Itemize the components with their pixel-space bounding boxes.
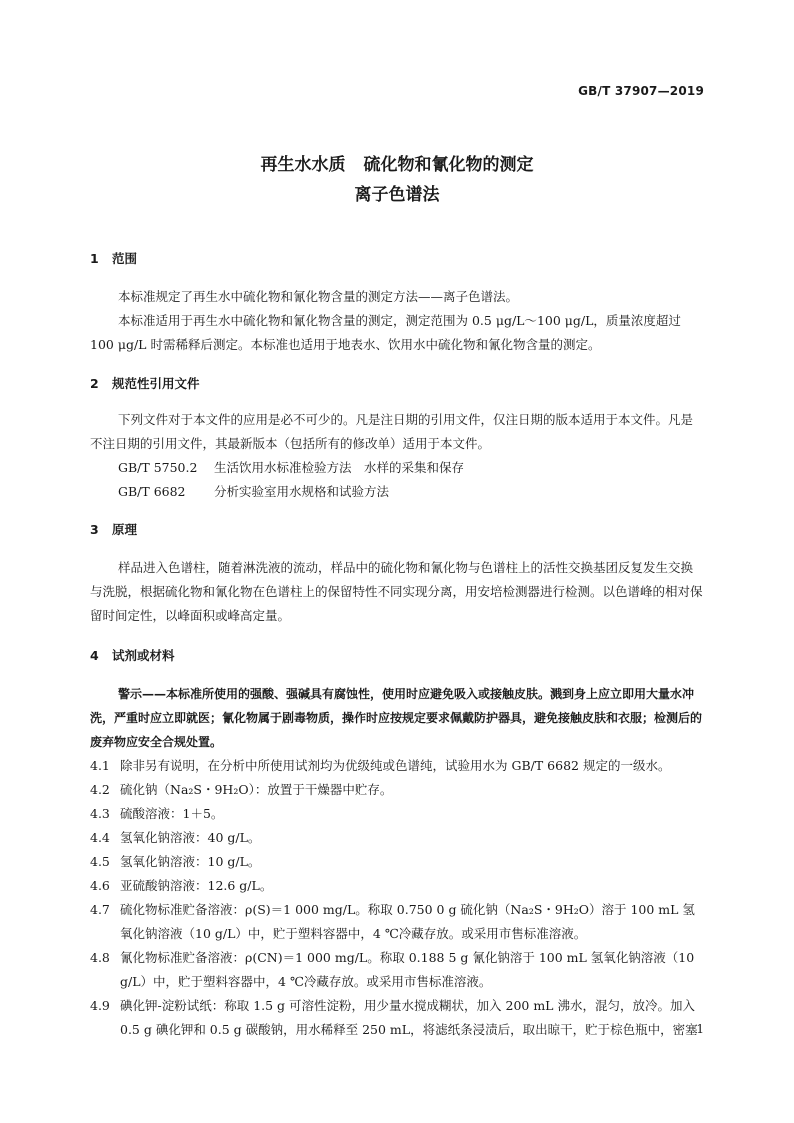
section-body-4 bbox=[90, 682, 705, 1042]
item-text: 除非另有说明，在分析中所使用试剂均为优级纯或色谱纯，试验用水为 GB/T 6682 规定的一级水。 bbox=[120, 758, 671, 773]
section-title: 范围 bbox=[112, 251, 138, 266]
list-item bbox=[90, 826, 705, 850]
reference-title: 生活饮用水标准检验方法 水样的采集和保存 bbox=[214, 460, 465, 475]
item-number: 4.4 bbox=[90, 830, 110, 845]
paragraph: 本标准适用于再生水中硫化物和氰化物含量的测定，测定范围为 0.5 μg/L～100 μg/L，质量浓度超过 100 μg/L 时需稀释后测定。本标准也适用于地表水、饮用水中硫化物和氰化物含量的测定。 bbox=[90, 313, 681, 352]
section-heading-1 bbox=[90, 249, 137, 267]
paragraph: 样品进入色谱柱，随着淋洗液的流动，样品中的硫化物和氰化物与色谱柱上的活性交换基团反复发生交换与洗脱，根据硫化物和氰化物在色谱柱上的保留特性不同实现分离，用安培检测器进行检测。以色谱峰的相对保留时间定性，以峰面积或峰高定量。 bbox=[90, 560, 703, 623]
section-number: 4 bbox=[90, 648, 99, 663]
document-title bbox=[0, 150, 794, 175]
reference-code: GB/T 6682 bbox=[118, 484, 186, 499]
section-title: 规范性引用文件 bbox=[112, 376, 200, 391]
section-body-2 bbox=[90, 408, 705, 504]
list-item bbox=[90, 754, 705, 778]
item-number: 4.8 bbox=[90, 950, 110, 965]
list-item bbox=[90, 802, 705, 826]
warning-paragraph: 警示——本标准所使用的强酸、强碱具有腐蚀性，使用时应避免吸入或接触皮肤。溅到身上应立即用大量水冲洗，严重时应立即就医；氰化物属于剧毒物质，操作时应按规定要求佩戴防护器具，避免接触皮肤和衣服；检测后的废弃物应安全合规处置。 bbox=[90, 687, 703, 749]
reference-item bbox=[90, 456, 705, 480]
list-item bbox=[90, 778, 705, 802]
paragraph: 下列文件对于本文件的应用是必不可少的。凡是注日期的引用文件，仅注日期的版本适用于本文件。凡是不注日期的引用文件，其最新版本（包括所有的修改单）适用于本文件。 bbox=[90, 412, 694, 451]
item-text: 硫化物标准贮备溶液：ρ(S)＝1 000 mg/L。称取 0.750 0 g 硫化钠（Na₂S・9H₂O）溶于 100 mL 氢氧化钠溶液（10 g/L）中，贮于塑料容器中，4 ℃冷藏存放。或采用市售标准溶液。 bbox=[120, 902, 695, 941]
section-heading-4 bbox=[90, 646, 175, 664]
section-heading-3 bbox=[90, 520, 137, 538]
list-item bbox=[90, 850, 705, 874]
item-text: 氢氧化钠溶液：10 g/L。 bbox=[120, 854, 261, 869]
section-heading-2 bbox=[90, 374, 200, 392]
item-number: 4.6 bbox=[90, 878, 110, 893]
list-item bbox=[90, 994, 705, 1042]
item-text: 硫酸溶液：1＋5。 bbox=[120, 806, 224, 821]
item-number: 4.1 bbox=[90, 758, 110, 773]
standard-code: GB/T 37907—2019 bbox=[578, 84, 704, 98]
item-text: 氢氧化钠溶液：40 g/L。 bbox=[120, 830, 261, 845]
item-text: 硫化钠（Na₂S・9H₂O）：放置于干燥器中贮存。 bbox=[120, 782, 393, 797]
section-title: 试剂或材料 bbox=[112, 648, 175, 663]
section-number: 3 bbox=[90, 522, 99, 537]
paragraph: 本标准规定了再生水中硫化物和氰化物含量的测定方法——离子色谱法。 bbox=[118, 289, 519, 304]
section-body-1 bbox=[90, 285, 705, 357]
item-text: 碘化钾-淀粉试纸：称取 1.5 g 可溶性淀粉，用少量水搅成糊状，加入 200 mL 沸水，混匀，放冷。加入 0.5 g 碘化钾和 0.5 g 碳酸钠，用水稀释至 250 mL，将滤纸条浸渍后，取出晾干，贮于棕色瓶中，密塞 bbox=[120, 998, 698, 1037]
page-number: 1 bbox=[696, 1022, 704, 1036]
section-number: 1 bbox=[90, 251, 99, 266]
item-number: 4.9 bbox=[90, 998, 110, 1013]
title-part-b: 硫化物和氰化物的测定 bbox=[363, 155, 534, 175]
reference-title: 分析实验室用水规格和试验方法 bbox=[214, 484, 390, 499]
item-number: 4.7 bbox=[90, 902, 110, 917]
title-part-a: 再生水水质 bbox=[260, 155, 346, 175]
reference-code: GB/T 5750.2 bbox=[118, 460, 198, 475]
item-text: 亚硫酸钠溶液：12.6 g/L。 bbox=[120, 878, 273, 893]
section-title: 原理 bbox=[112, 522, 138, 537]
item-number: 4.5 bbox=[90, 854, 110, 869]
document-subtitle: 离子色谱法 bbox=[354, 185, 440, 205]
list-item bbox=[90, 946, 705, 994]
item-number: 4.3 bbox=[90, 806, 110, 821]
reference-item bbox=[90, 480, 705, 504]
section-body-3 bbox=[90, 556, 705, 628]
section-number: 2 bbox=[90, 376, 99, 391]
list-item bbox=[90, 898, 705, 946]
list-item bbox=[90, 874, 705, 898]
item-number: 4.2 bbox=[90, 782, 110, 797]
item-text: 氰化物标准贮备溶液：ρ(CN)＝1 000 mg/L。称取 0.188 5 g 氰化钠溶于 100 mL 氢氧化钠溶液（10 g/L）中，贮于塑料容器中，4 ℃冷藏存放。或采用市售标准溶液。 bbox=[120, 950, 695, 989]
